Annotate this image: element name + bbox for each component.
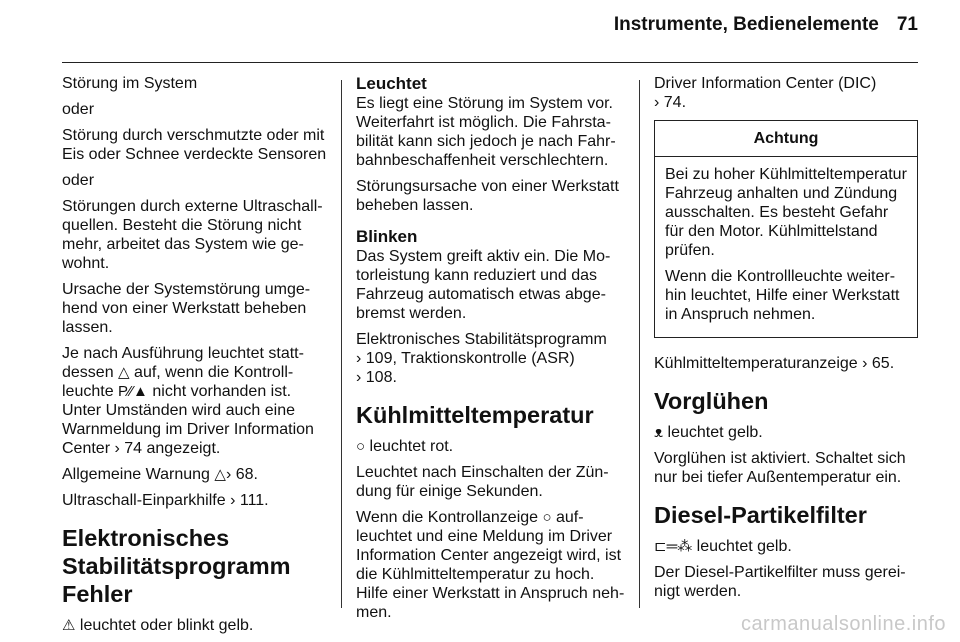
paragraph: Störungsursache von einer Werkstatt beheben lassen. — [356, 178, 619, 214]
caution-title: Achtung — [655, 121, 917, 157]
esp-warning-icon: ⚠ — [62, 617, 76, 634]
column-middle — [356, 74, 628, 629]
paragraph — [654, 354, 918, 373]
page-reference[interactable]: › 68. — [225, 466, 258, 483]
section-title: Instrumente, Bedienelemente — [613, 14, 879, 35]
paragraph: Störungen durch externe Ultraschall- quellen. Besteht die Störung nicht mehr, arbeitet das System wie ge- wohnt. — [62, 198, 323, 272]
page-reference[interactable]: › 74 — [114, 440, 143, 457]
section-heading-vorgluehen: Vorglühen — [654, 388, 769, 414]
column-divider-1 — [341, 80, 342, 608]
paragraph — [62, 465, 334, 484]
paragraph — [62, 344, 334, 458]
glow-plug-icon: ᴥ — [654, 424, 664, 441]
text: Elektronisches Stabilitätsprogramm — [356, 331, 607, 348]
subheading-leuchtet: Leuchtet — [356, 74, 427, 93]
text: angezeigt. — [142, 440, 221, 457]
page-reference[interactable]: › 111. — [230, 492, 269, 509]
subheading-blinken: Blinken — [356, 227, 418, 246]
column-divider-2 — [639, 80, 640, 608]
text: Je nach Ausführung leuchtet statt- dessen — [62, 345, 304, 381]
paragraph: Bei zu hoher Kühlmitteltemperatur Fahrzeug anhalten und Zündung ausschalten. Es besteht Gefahr für den Motor. Kühlmittelstand prüfen. — [665, 166, 907, 259]
column-left — [62, 74, 334, 642]
page-reference[interactable]: › 65. — [862, 355, 895, 372]
header-rule — [62, 62, 918, 63]
paragraph: Leuchtet nach Einschalten der Zün- dung für einige Sekunden. — [356, 464, 609, 500]
text: Allgemeine Warnung — [62, 466, 210, 483]
text: auf- leuchtet und eine Meldung im Driver Information Center angezeigt wird, ist die Kühlmitteltemperatur zu hoch. Hilfe einer Werkstatt in Anspruch neh- men. — [356, 509, 625, 621]
text: leuchtet rot. — [365, 438, 454, 455]
paragraph: Wenn die Kontrollleuchte weiter- hin leuchtet, Hilfe einer Werkstatt in Anspruch nehmen. — [665, 268, 900, 323]
paragraph: Vorglühen ist aktiviert. Schaltet sich nur bei tiefer Außentemperatur ein. — [654, 450, 906, 486]
text: Wenn die Kontrollanzeige — [356, 509, 539, 526]
paragraph: Ursache der Systemstörung umge- hend von einer Werkstatt beheben lassen. — [62, 281, 311, 336]
page-reference[interactable]: › 109 — [356, 350, 393, 367]
column-right — [654, 74, 918, 608]
paragraph — [62, 616, 334, 635]
section-heading-kuehlmittel: Kühlmitteltemperatur — [356, 402, 594, 428]
text: leuchtet oder blinkt gelb. — [75, 617, 254, 634]
coolant-temperature-icon: ○ — [542, 509, 552, 526]
text: Kühlmitteltemperaturanzeige — [654, 355, 858, 372]
paragraph: Störung im System — [62, 75, 198, 92]
caution-box — [654, 120, 918, 338]
caution-body — [655, 157, 917, 337]
text: , Traktionskontrolle (ASR) — [392, 350, 575, 367]
paragraph — [356, 330, 628, 387]
text: Driver Information Center (DIC) — [654, 75, 877, 92]
paragraph: oder — [62, 101, 95, 118]
paragraph — [62, 491, 334, 510]
paragraph: oder — [62, 172, 95, 189]
text: leuchtet gelb. — [663, 424, 763, 441]
paragraph — [654, 423, 918, 442]
text: leuchtet gelb. — [692, 538, 792, 555]
page-number: 71 — [896, 14, 918, 35]
paragraph — [356, 437, 628, 456]
paragraph: Der Diesel-Partikelfilter muss gerei- nigt werden. — [654, 564, 906, 600]
coolant-temperature-icon: ○ — [356, 438, 366, 455]
text: auf, wenn die Kontroll- leuchte — [62, 364, 294, 400]
parking-assist-icon: P⁄⁄▲ — [118, 383, 148, 400]
warning-triangle-icon: △ — [118, 364, 130, 381]
watermark: carmanualsonline.info — [740, 613, 946, 635]
paragraph — [654, 74, 918, 112]
paragraph: Es liegt eine Störung im System vor. Weiterfahrt ist möglich. Die Fahrsta- bilität kann sich jedoch je nach Fahr- bahnbeschaffenheit verschlechtern. — [356, 95, 616, 169]
paragraph: Störung durch verschmutzte oder mit Eis oder Schnee verdeckte Sensoren — [62, 127, 327, 163]
page-reference[interactable]: › 108. — [356, 369, 397, 386]
page-reference[interactable]: › 74. — [654, 94, 687, 111]
page-header — [614, 14, 918, 36]
section-heading-diesel: Diesel-Partikelfilter — [654, 502, 867, 528]
text: Ultraschall-Einparkhilfe — [62, 492, 226, 509]
paragraph — [654, 537, 918, 556]
warning-triangle-icon: △ — [214, 466, 226, 483]
paragraph — [356, 508, 628, 622]
text: nicht vorhanden ist. Unter Umständen wird auch eine Warnmeldung im Driver Information Center — [62, 383, 314, 457]
paragraph: Das System greift aktiv ein. Die Mo- torleistung kann reduziert und das Fahrzeug automatisch etwas abge- bremst werden. — [356, 248, 611, 322]
section-heading-esp: Elektronisches Stabilitätsprogramm Fehler — [62, 525, 291, 607]
diesel-particle-filter-icon: ⊏═⁂ — [654, 538, 693, 555]
